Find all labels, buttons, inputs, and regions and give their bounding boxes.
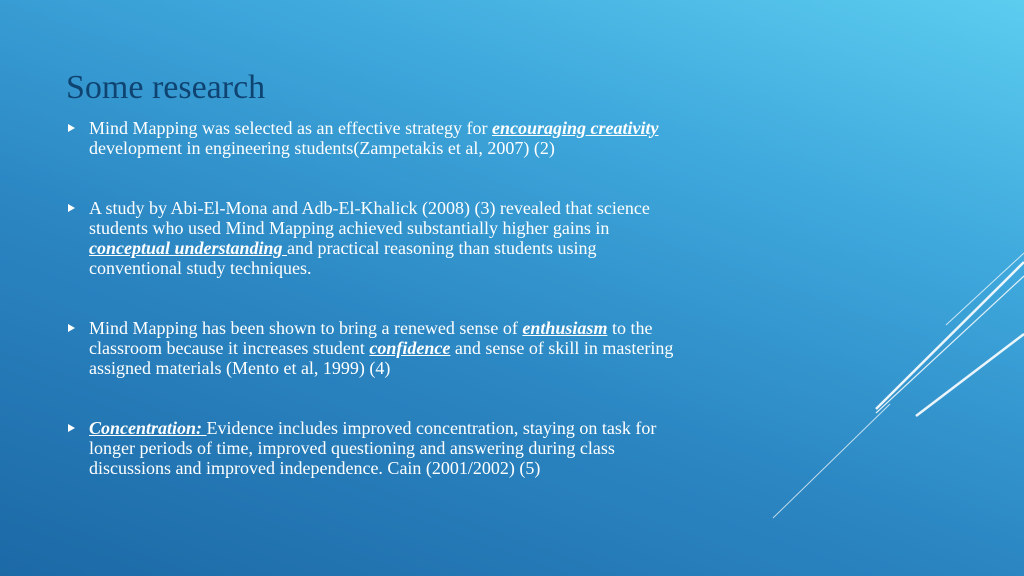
- bullet-item-4: [66, 418, 766, 478]
- bullet-4-line-2-text: longer periods of time, improved questioning and answering during class: [89, 438, 615, 458]
- bullet-3-emphasis-confidence: confidence: [369, 338, 451, 358]
- deco-line-4: [916, 334, 1024, 416]
- bullet-item-3: [66, 318, 766, 378]
- bullet-4-line-1-text: Evidence includes improved concentration, staying on task for: [206, 418, 657, 438]
- bullet-1-emphasis: encouraging creativity: [492, 118, 659, 138]
- bullet-arrow-icon: [68, 424, 75, 432]
- deco-line-3: [876, 276, 1024, 413]
- bullet-arrow-icon: [68, 324, 75, 332]
- bullet-arrow-icon: [68, 124, 75, 132]
- deco-line-1: [946, 253, 1024, 325]
- bullet-item-2: [66, 198, 766, 278]
- bullet-1-line-1-text: Mind Mapping was selected as an effective strategy for: [89, 118, 493, 138]
- deco-line-2: [876, 262, 1024, 409]
- bullet-3-line-1-text: Mind Mapping has been shown to bring a renewed sense of: [89, 318, 523, 338]
- bullet-3-emphasis-enthusiasm: enthusiasm: [522, 318, 608, 338]
- slide-title: Some research: [66, 69, 266, 106]
- bullet-2-line-2-text: students who used Mind Mapping achieved substantially higher gains in: [89, 218, 610, 238]
- bullet-2-line-3-text: and practical reasoning than students using: [287, 238, 597, 258]
- bullet-2-line-1-text: A study by Abi-El-Mona and Adb-El-Khalick (2008) (3) revealed that science: [89, 198, 650, 218]
- bullet-2-emphasis: conceptual understanding: [89, 238, 288, 258]
- bullet-3-line-1-post-text: to the: [607, 318, 653, 338]
- bullet-list: [66, 118, 766, 478]
- bullet-arrow-icon: [68, 204, 75, 212]
- bullet-3-line-3-text: assigned materials (Mento et al, 1999) (4): [89, 358, 391, 378]
- bullet-item-1: [66, 118, 766, 158]
- bullet-3-line-2-post-text: and sense of skill in mastering: [450, 338, 674, 358]
- bullet-1-line-2-text: development in engineering students(Zampetakis et al, 2007) (2): [89, 138, 555, 158]
- bullet-2-line-4-text: conventional study techniques.: [89, 258, 312, 278]
- bullet-4-emphasis: Concentration:: [89, 418, 207, 438]
- deco-line-5: [773, 404, 890, 518]
- bullet-3-line-2-text: classroom because it increases student: [89, 338, 370, 358]
- bullet-4-line-3-text: discussions and improved independence. Cain (2001/2002) (5): [89, 458, 541, 478]
